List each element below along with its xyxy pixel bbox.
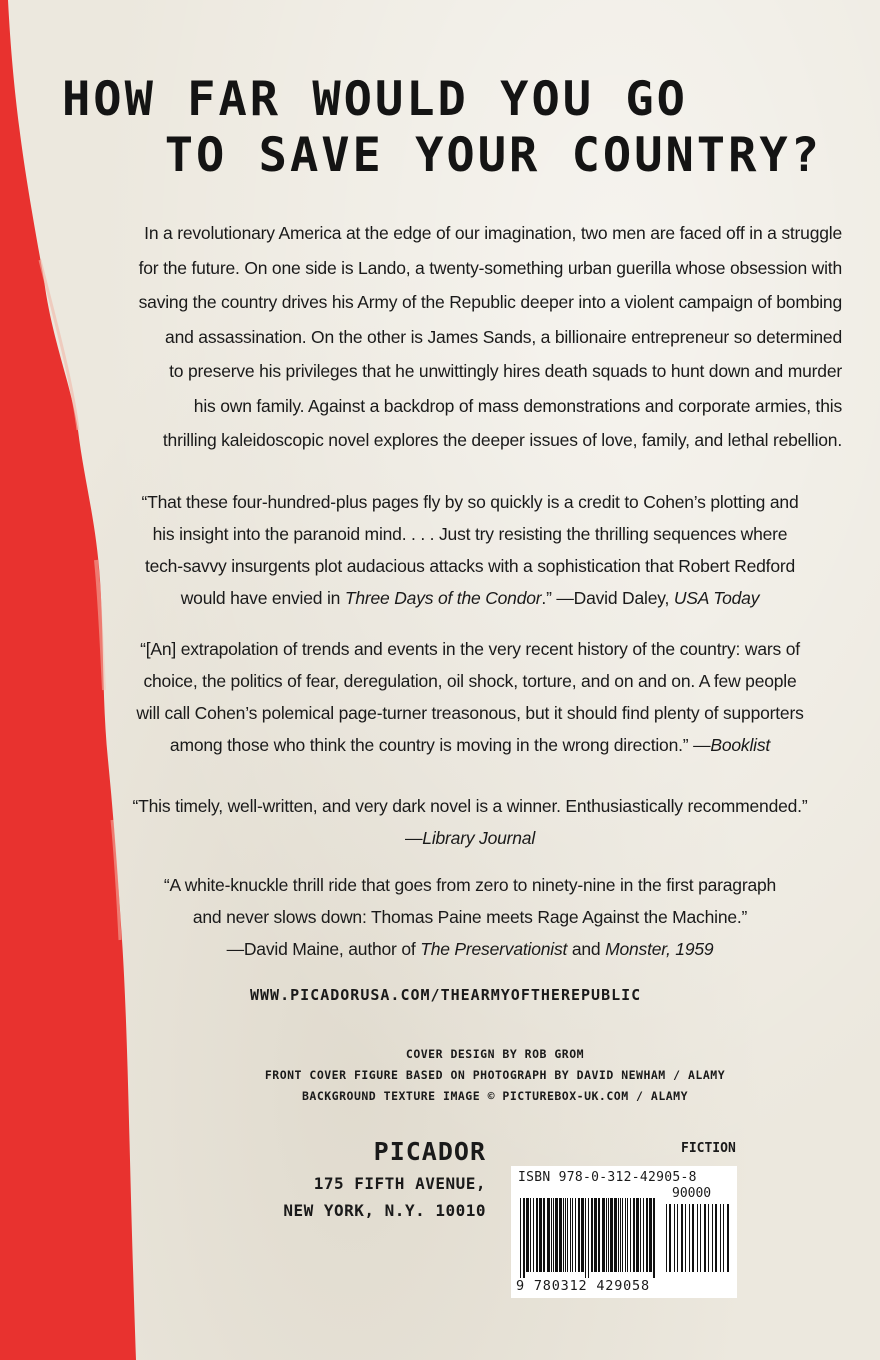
quote-line: “[An] extrapolation of trends and events in the very recent history of the country: wars of — [140, 639, 800, 659]
barcode-bar — [533, 1198, 534, 1272]
barcode-bar — [588, 1198, 589, 1278]
barcode-bar — [622, 1198, 623, 1272]
quote-text: would have envied in — [180, 588, 345, 608]
category-label: FICTION — [681, 1141, 736, 1156]
headline-line-2: TO SAVE YOUR COUNTRY? — [164, 128, 822, 183]
barcode-bar — [575, 1198, 576, 1272]
quote-attribution — [110, 582, 830, 614]
credit-line: BACKGROUND TEXTURE IMAGE © PICTUREBOX-UK.COM / ALAMY — [301, 1089, 689, 1103]
barcode-bar — [646, 1198, 648, 1272]
cover-credits — [200, 1044, 790, 1107]
quote-text: and — [567, 939, 606, 959]
quote-attribution — [110, 729, 830, 761]
barcode-addon-bar — [677, 1204, 678, 1272]
price-code: 90000 — [672, 1186, 712, 1201]
barcode-bar — [520, 1198, 521, 1278]
barcode-bar — [567, 1198, 568, 1272]
barcode-bar — [526, 1198, 529, 1272]
barcode-bar — [643, 1198, 644, 1272]
synopsis-line: for the future. On one side is Lando, a twenty-something urban guerilla whose obsession with — [138, 257, 842, 278]
quote-text: among those who think the country is moving in the wrong direction.” — — [169, 735, 711, 755]
barcode-addon-bar — [674, 1204, 675, 1272]
barcode-addon-bar — [720, 1204, 721, 1272]
credit-line: COVER DESIGN BY ROB GROM — [405, 1047, 585, 1061]
barcode-bar — [627, 1198, 628, 1272]
publisher-name: PICADOR — [373, 1137, 486, 1166]
quote-line: and never slows down: Thomas Paine meets Rage Against the Machine.” — [192, 907, 748, 927]
barcode-bar — [633, 1198, 635, 1272]
quote-source: Booklist — [710, 735, 771, 755]
barcode-bar — [610, 1198, 613, 1272]
quote-line: choice, the politics of fear, deregulation, oil shock, torture, and on and on. A few people — [143, 671, 797, 691]
synopsis-line: and assassination. On the other is James Sands, a billionaire entrepreneur so determined — [165, 326, 842, 347]
barcode-bar — [618, 1198, 619, 1272]
barcode-addon-bar — [704, 1204, 706, 1272]
barcode-graphic — [516, 1198, 732, 1278]
quote-line: “A white-knuckle thrill ride that goes from zero to ninety-nine in the first paragraph — [163, 875, 777, 895]
barcode-bar — [630, 1198, 631, 1272]
quote-line: will call Cohen’s polemical page-turner treasonous, but it should find plenty of supporters — [136, 703, 804, 723]
review-quote-booklist — [110, 633, 830, 761]
barcode-bar — [602, 1198, 605, 1272]
barcode-bar — [614, 1198, 617, 1272]
headline-line-1: HOW FAR WOULD YOU GO — [62, 72, 688, 127]
synopsis-line: thrilling kaleidoscopic novel explores the deeper issues of love, family, and lethal rebellion. — [162, 430, 842, 450]
barcode-bar — [565, 1198, 566, 1272]
quote-source: Library Journal — [422, 828, 536, 848]
quote-source: USA Today — [673, 588, 760, 608]
isbn-label: ISBN 978-0-312-42905-8 — [518, 1170, 697, 1185]
barcode-bar — [572, 1198, 573, 1272]
quote-line: “This timely, well-written, and very dark novel is a winner. Enthusiastically recommended.” — [132, 796, 808, 816]
barcode-bar — [553, 1198, 554, 1272]
barcode-addon-bar — [689, 1204, 690, 1272]
barcode-digits: 9 780312 429058 — [516, 1278, 650, 1294]
barcode-bar — [581, 1198, 584, 1272]
barcode-bar — [594, 1198, 597, 1272]
barcode-bar — [543, 1198, 545, 1272]
publisher-address-line: 175 FIFTH AVENUE, — [313, 1174, 486, 1193]
barcode-bar — [585, 1198, 586, 1278]
quote-attribution — [110, 822, 830, 854]
barcode-bar — [649, 1198, 652, 1272]
barcode-bar — [608, 1198, 609, 1272]
book-title: Monster, 1959 — [605, 939, 714, 959]
synopsis-line: to preserve his privileges that he unwittingly hires death squads to hunt down and murder — [169, 361, 842, 381]
film-title: Three Days of the Condor — [344, 588, 542, 608]
barcode-bar — [578, 1198, 580, 1272]
barcode-addon-bar — [685, 1204, 686, 1272]
barcode-addon-bar — [697, 1204, 698, 1272]
barcode-addon-bar — [715, 1204, 717, 1272]
quote-text: — — [404, 828, 423, 848]
publisher-address-line: NEW YORK, N.Y. 10010 — [283, 1201, 486, 1220]
synopsis-line: In a revolutionary America at the edge of our imagination, two men are faced off in a struggle — [144, 223, 842, 243]
quote-line: his insight into the paranoid mind. . . . Just try resisting the thrilling sequences where — [152, 524, 788, 544]
barcode-addon-bar — [666, 1204, 667, 1272]
barcode-bar — [551, 1198, 552, 1272]
quote-line: “That these four-hundred-plus pages fly by so quickly is a credit to Cohen’s plotting and — [141, 492, 799, 512]
quote-attribution — [110, 933, 830, 965]
website-url: WWW.PICADORUSA.COM/THEARMYOFTHEREPUBLIC — [250, 986, 642, 1004]
review-quote-library-journal — [110, 790, 830, 854]
barcode-addon-bar — [712, 1204, 713, 1272]
synopsis — [62, 216, 842, 458]
barcode-bar — [636, 1198, 639, 1272]
review-quote-usa-today — [110, 486, 830, 614]
barcode-addon-bar — [681, 1204, 683, 1272]
review-quote-david-maine — [110, 869, 830, 965]
barcode-bar — [523, 1198, 525, 1278]
barcode-addon-bar — [700, 1204, 701, 1272]
barcode-bar — [555, 1198, 558, 1272]
barcode-bar — [591, 1198, 593, 1272]
publisher-block — [236, 1134, 486, 1224]
barcode-bar — [530, 1198, 531, 1272]
barcode-addon-bar — [708, 1204, 709, 1272]
barcode-bar — [640, 1198, 641, 1272]
quote-text: —David Maine, author of — [226, 939, 421, 959]
barcode-bar — [620, 1198, 621, 1272]
barcode-bar — [536, 1198, 538, 1272]
barcode-bar — [539, 1198, 542, 1272]
synopsis-line: his own family. Against a backdrop of mass demonstrations and corporate armies, this — [193, 395, 842, 416]
barcode-addon-bar — [692, 1204, 694, 1272]
barcode-addon-bar — [727, 1204, 729, 1272]
barcode-bar — [559, 1198, 562, 1272]
barcode-bar — [606, 1198, 607, 1272]
barcode-bar — [625, 1198, 626, 1272]
synopsis-line: saving the country drives his Army of the Republic deeper into a violent campaign of bombing — [138, 292, 842, 312]
barcode-bar — [563, 1198, 564, 1272]
quote-line: tech-savvy insurgents plot audacious attacks with a sophistication that Robert Redford — [144, 556, 796, 576]
barcode-addon-bar — [723, 1204, 724, 1272]
book-title: The Preservationist — [420, 939, 568, 959]
barcode-bar — [547, 1198, 550, 1272]
barcode-bar — [598, 1198, 600, 1272]
barcode-addon-bar — [669, 1204, 671, 1272]
barcode-bar — [570, 1198, 571, 1272]
credit-line: FRONT COVER FIGURE BASED ON PHOTOGRAPH BY DAVID NEWHAM / ALAMY — [264, 1068, 726, 1082]
quote-text: .” —David Daley, — [541, 588, 674, 608]
barcode-bar — [653, 1198, 655, 1278]
